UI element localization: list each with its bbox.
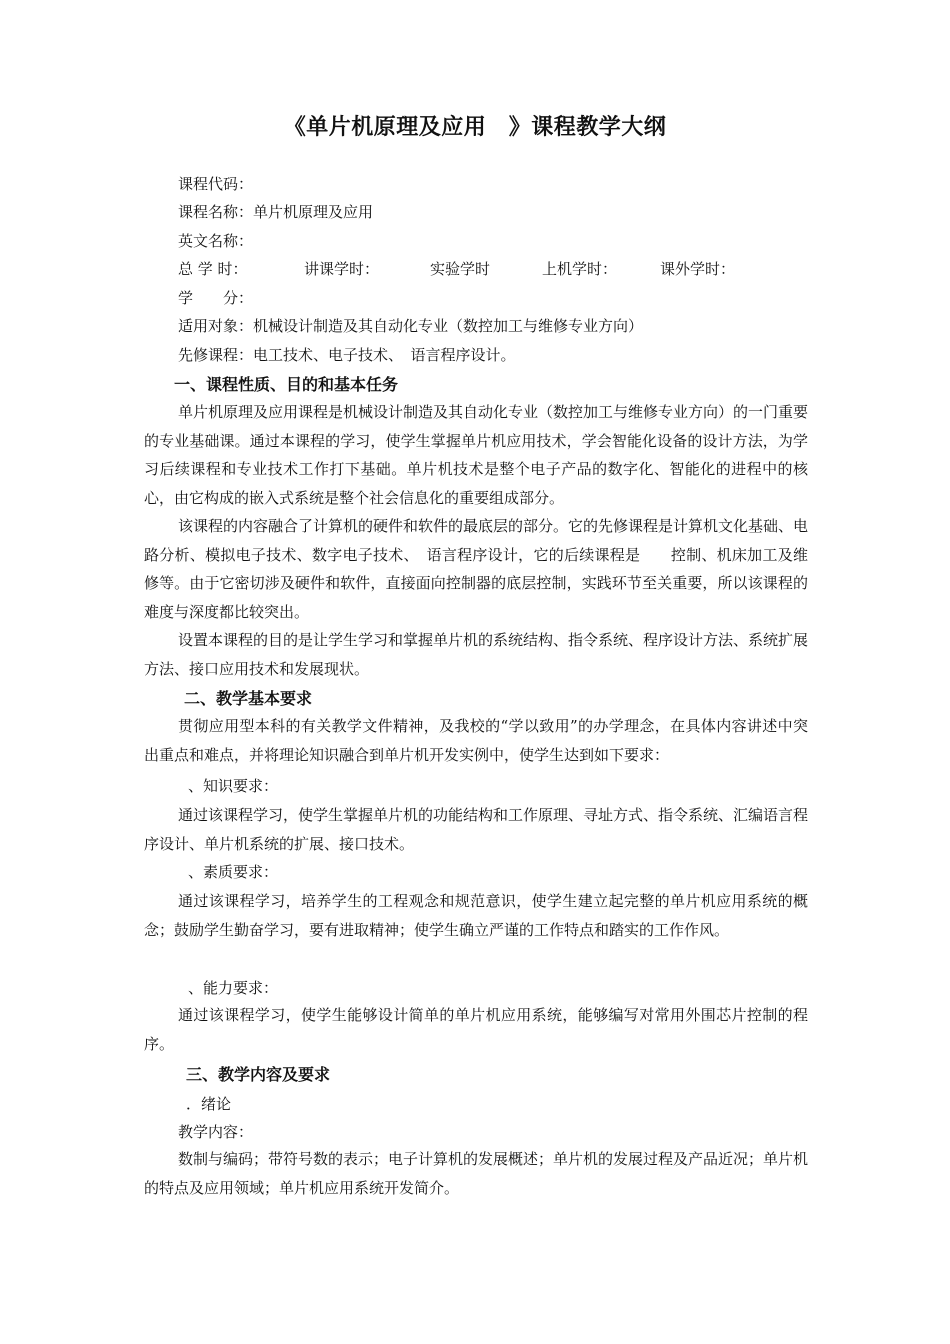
quality-label: 、素质要求： (188, 863, 279, 881)
knowledge-label: 、知识要求： (188, 777, 279, 795)
hours-line (178, 259, 778, 279)
content-text: 数制与编码；带符号数的表示；电子计算机的发展概述；单片机的发展过程及产品近况；单片机的特点及应用领域；单片机应用系统开发简介。 (144, 1150, 809, 1197)
extra-hours: 课外学时： (660, 260, 736, 278)
ability-label: 、能力要求： (188, 979, 279, 997)
prerequisite: 先修课程：电工技术、电子技术、 语言程序设计。 (178, 346, 516, 364)
section2-paragraph-1: 贯彻应用型本科的有关教学文件精神，及我校的“学以致用”的办学理念，在具体内容讲述中突出重点和难点，并将理论知识融合到单片机开发实例中，使学生达到如下要求： (144, 717, 808, 764)
ability-text: 通过该课程学习，使学生能够设计简单的单片机应用系统，能够编写对常用外围芯片控制的程序。 (144, 1006, 808, 1053)
section1-paragraph-3: 设置本课程的目的是让学生学习和掌握单片机的系统结构、指令系统、程序设计方法、系统扩展方法、接口应用技术和发展现状。 (144, 631, 809, 678)
lecture-hours: 讲课学时： (304, 260, 380, 278)
section2-heading: 二、教学基本要求 (184, 689, 313, 708)
credit: 学 分： (178, 289, 254, 307)
page-title: 《单片机原理及应用 》课程教学大纲 (283, 115, 667, 140)
content-label: 教学内容： (178, 1123, 254, 1141)
section1-heading: 一、课程性质、目的和基本任务 (174, 375, 399, 394)
knowledge-text: 通过该课程学习，使学生掌握单片机的功能结构和工作原理、寻址方式、指令系统、汇编语言程序设计、单片机系统的扩展、接口技术。 (144, 806, 809, 853)
section3-heading: 三、教学内容及要求 (186, 1065, 331, 1084)
item-introduction: ．绪论 (186, 1095, 232, 1113)
section1-paragraph-1: 单片机原理及应用课程是机械设计制造及其自动化专业（数控加工与维修专业方向）的一门重要的专业基础课。通过本课程的学习，使学生掌握单片机应用技术，学会智能化设备的设计方法，为学习后续课程和专业技术工作打下基础。单片机技术是整个电子产品的数字化、智能化的进程中的核心，由它构成的嵌入式系统是整个社会信息化的重要组成部分。 (144, 403, 809, 507)
section1-paragraph-2: 该课程的内容融合了计算机的硬件和软件的最底层的部分。它的先修课程是计算机文化基础、电路分析、模拟电子技术、数字电子技术、 语言程序设计，它的后续课程是 控制、机床加工及维修等。由于它密切涉及硬件和软件，直接面向控制器的底层控制，实践环节至关重要，所以该课程的难度与深度都比较突出。 (144, 517, 809, 621)
lab-hours: 实验学时 (430, 260, 491, 278)
total-hours: 总 学 时： (178, 260, 248, 278)
course-name: 课程名称：单片机原理及应用 (178, 203, 374, 221)
computer-hours: 上机学时： (542, 260, 618, 278)
quality-text: 通过该课程学习，培养学生的工程观念和规范意识，使学生建立起完整的单片机应用系统的概念；鼓励学生勤奋学习，要有进取精神；使学生确立严谨的工作特点和踏实的工作作风。 (144, 892, 808, 939)
audience: 适用对象：机械设计制造及其自动化专业（数控加工与维修专业方向） (178, 317, 644, 335)
course-code: 课程代码： (178, 175, 254, 193)
english-name: 英文名称： (178, 232, 254, 250)
